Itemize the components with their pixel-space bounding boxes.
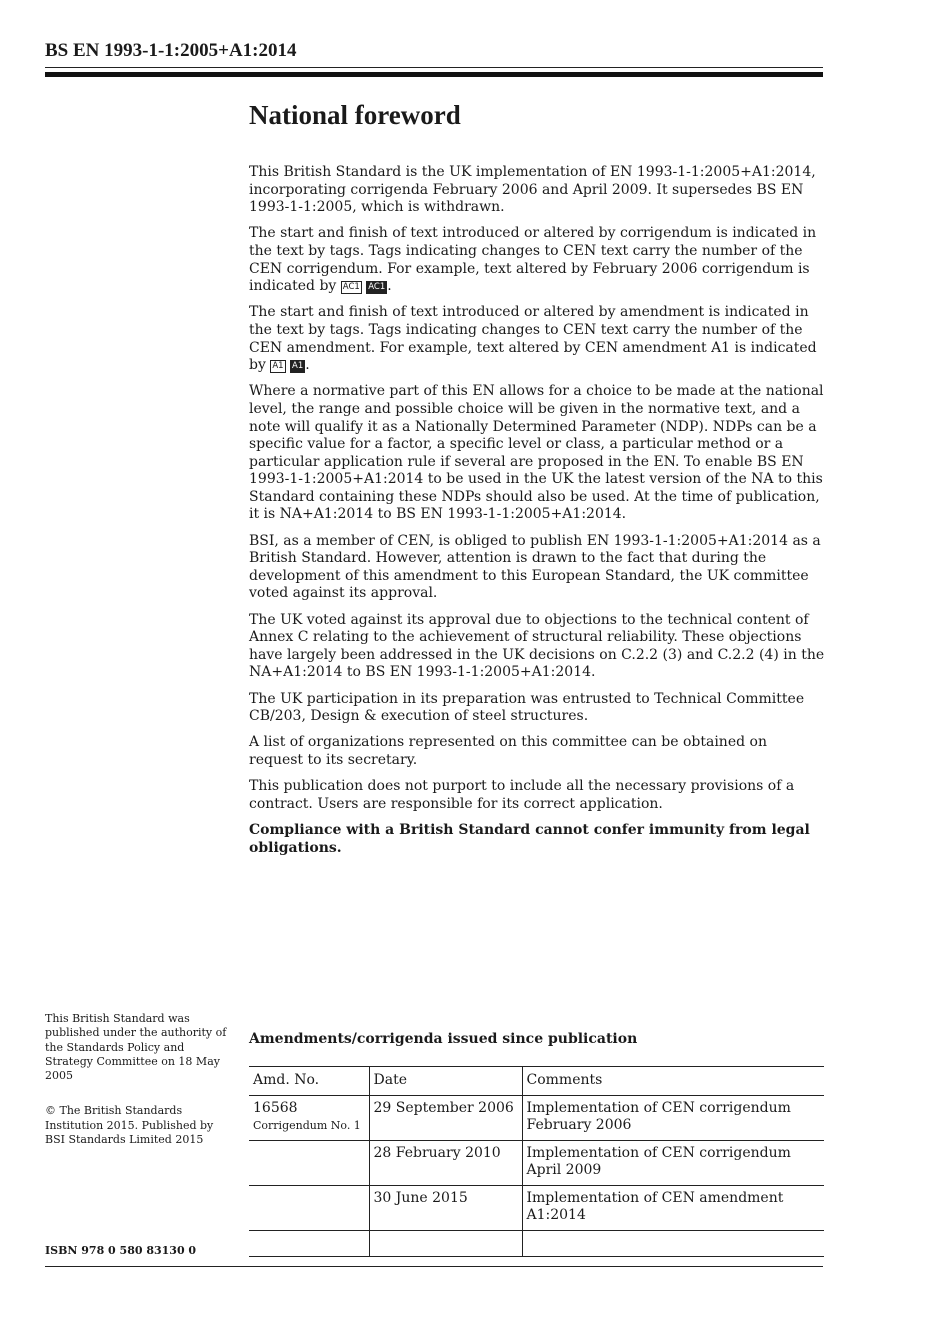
header-rule-thin (45, 67, 823, 68)
paragraph-text: The start and finish of text introduced or altered by corrigendum is indicated in the text by tags. Tags indicating changes to CEN text carry the number of the CEN corrigendum. For example, text altered by February 2006 corrigendum is indicated by (249, 225, 817, 295)
paragraph-compliance: Compliance with a British Standard cannot confer immunity from legal obligations. (249, 821, 810, 856)
amd-sub: Corrigendum No. 1 (253, 1119, 361, 1132)
corrigendum-tag-close: AC1 (368, 282, 386, 293)
amd-no-cell (249, 1186, 369, 1231)
date-cell (369, 1231, 522, 1257)
foreword-body (249, 164, 825, 866)
date-cell: 30 June 2015 (369, 1186, 522, 1231)
comments-cell: Implementation of CEN corrigendum February 2006 (522, 1096, 824, 1141)
document-code: BS EN 1993-1-1:2005+A1:2014 (45, 40, 297, 61)
comments-cell: Implementation of CEN amendment A1:2014 (522, 1186, 824, 1231)
column-header-amd-no: Amd. No. (249, 1067, 369, 1096)
comments-cell: Implementation of CEN corrigendum April 2009 (522, 1141, 824, 1186)
amd-no-cell (249, 1141, 369, 1186)
paragraph-bsi-obligation: BSI, as a member of CEN, is obliged to publish EN 1993-1-1:2005+A1:2014 as a British Standard. However, attention is drawn to the fact that during the development of this amendment to this European Standard, the UK committee voted against its approval. (249, 532, 821, 602)
amd-no-cell (249, 1231, 369, 1257)
paragraph-ndp: Where a normative part of this EN allows for a choice to be made at the national level, the range and possible choice will be given in the normative text, and a note will qualify it as a Nationally Determined Parameter (NDP). NDPs can be a specific value for a factor, a specific level or class, a particular method or a particular application rule if several are proposed in the EN. To enable BS EN 1993-1-1:2005+A1:2014 to be used in the UK the latest version of the NA to this Standard containing these NDPs should also be used. At the time of publication, it is NA+A1:2014 to BS EN 1993-1-1:2005+A1:2014. (249, 383, 824, 523)
table-header-row (249, 1067, 824, 1096)
amendments-table (249, 1066, 824, 1257)
paragraph-text: The start and finish of text introduced or altered by amendment is indicated in the text by tags. Tags indicating changes to CEN text carry the number of the CEN amendment. For example, text altered by CEN amendment A1 is indicated by (249, 304, 817, 374)
corrigendum-tag-open: AC1 (342, 282, 360, 293)
page-title: National foreword (249, 100, 461, 130)
column-header-date: Date (369, 1067, 522, 1096)
published-note: This British Standard was published under the authority of the Standards Policy and Strategy Committee on 18 May 2005 (45, 1012, 227, 1083)
paragraph-corrigendum-tags: The start and finish of text introduced or altered by corrigendum is indicated in the text by tags. Tags indicating changes to CEN text carry the number of the CEN corrigendum. For example, text altered by February 2006 corrigendum is indicated by AC1 AC1 . (249, 225, 817, 295)
footer-rule (45, 1266, 823, 1267)
header-rule-thick (45, 72, 823, 77)
date-cell: 28 February 2010 (369, 1141, 522, 1186)
amendments-heading: Amendments/corrigenda issued since publication (249, 1031, 638, 1047)
amendment-tag-close: A1 (292, 361, 304, 372)
paragraph-supersedes: This British Standard is the UK implementation of EN 1993-1-1:2005+A1:2014, incorporating corrigenda February 2006 and April 2009. It supersedes BS EN 1993-1-1:2005, which is withdrawn. (249, 164, 816, 216)
paragraph-organizations: A list of organizations represented on this committee can be obtained on request to its secretary. (249, 734, 767, 768)
publication-sidebar (45, 1012, 235, 1168)
amendment-tag-open: A1 (272, 361, 284, 372)
copyright-note: © The British Standards Institution 2015. Published by BSI Standards Limited 2015 (45, 1104, 214, 1147)
amd-no-cell (249, 1096, 369, 1141)
isbn: ISBN 978 0 580 83130 0 (45, 1244, 197, 1257)
column-header-comments: Comments (522, 1067, 824, 1096)
comments-cell (522, 1231, 824, 1257)
paragraph-contract: This publication does not purport to include all the necessary provisions of a contract. Users are responsible for its correct application. (249, 778, 795, 812)
table-row (249, 1231, 824, 1257)
amd-no: 16568 (253, 1100, 298, 1116)
paragraph-uk-vote: The UK voted against its approval due to objections to the technical content of Annex C relating to the achievement of structural reliability. These objections have largely been addressed in the UK decisions on C.2.2 (3) and C.2.2 (4) in the NA+A1:2014 to BS EN 1993-1-1:2005+A1:2014. (249, 611, 825, 681)
date-cell: 29 September 2006 (369, 1096, 522, 1141)
table-row (249, 1141, 824, 1186)
paragraph-amendment-tags: The start and finish of text introduced or altered by amendment is indicated in the text by tags. Tags indicating changes to CEN text carry the number of the CEN amendment. For example, text altered by CEN amendment A1 is indicated by A1 A1 . (249, 304, 817, 374)
table-row (249, 1186, 824, 1231)
table-row (249, 1096, 824, 1141)
paragraph-committee: The UK participation in its preparation was entrusted to Technical Committee CB/203, Design & execution of steel structures. (249, 690, 805, 725)
